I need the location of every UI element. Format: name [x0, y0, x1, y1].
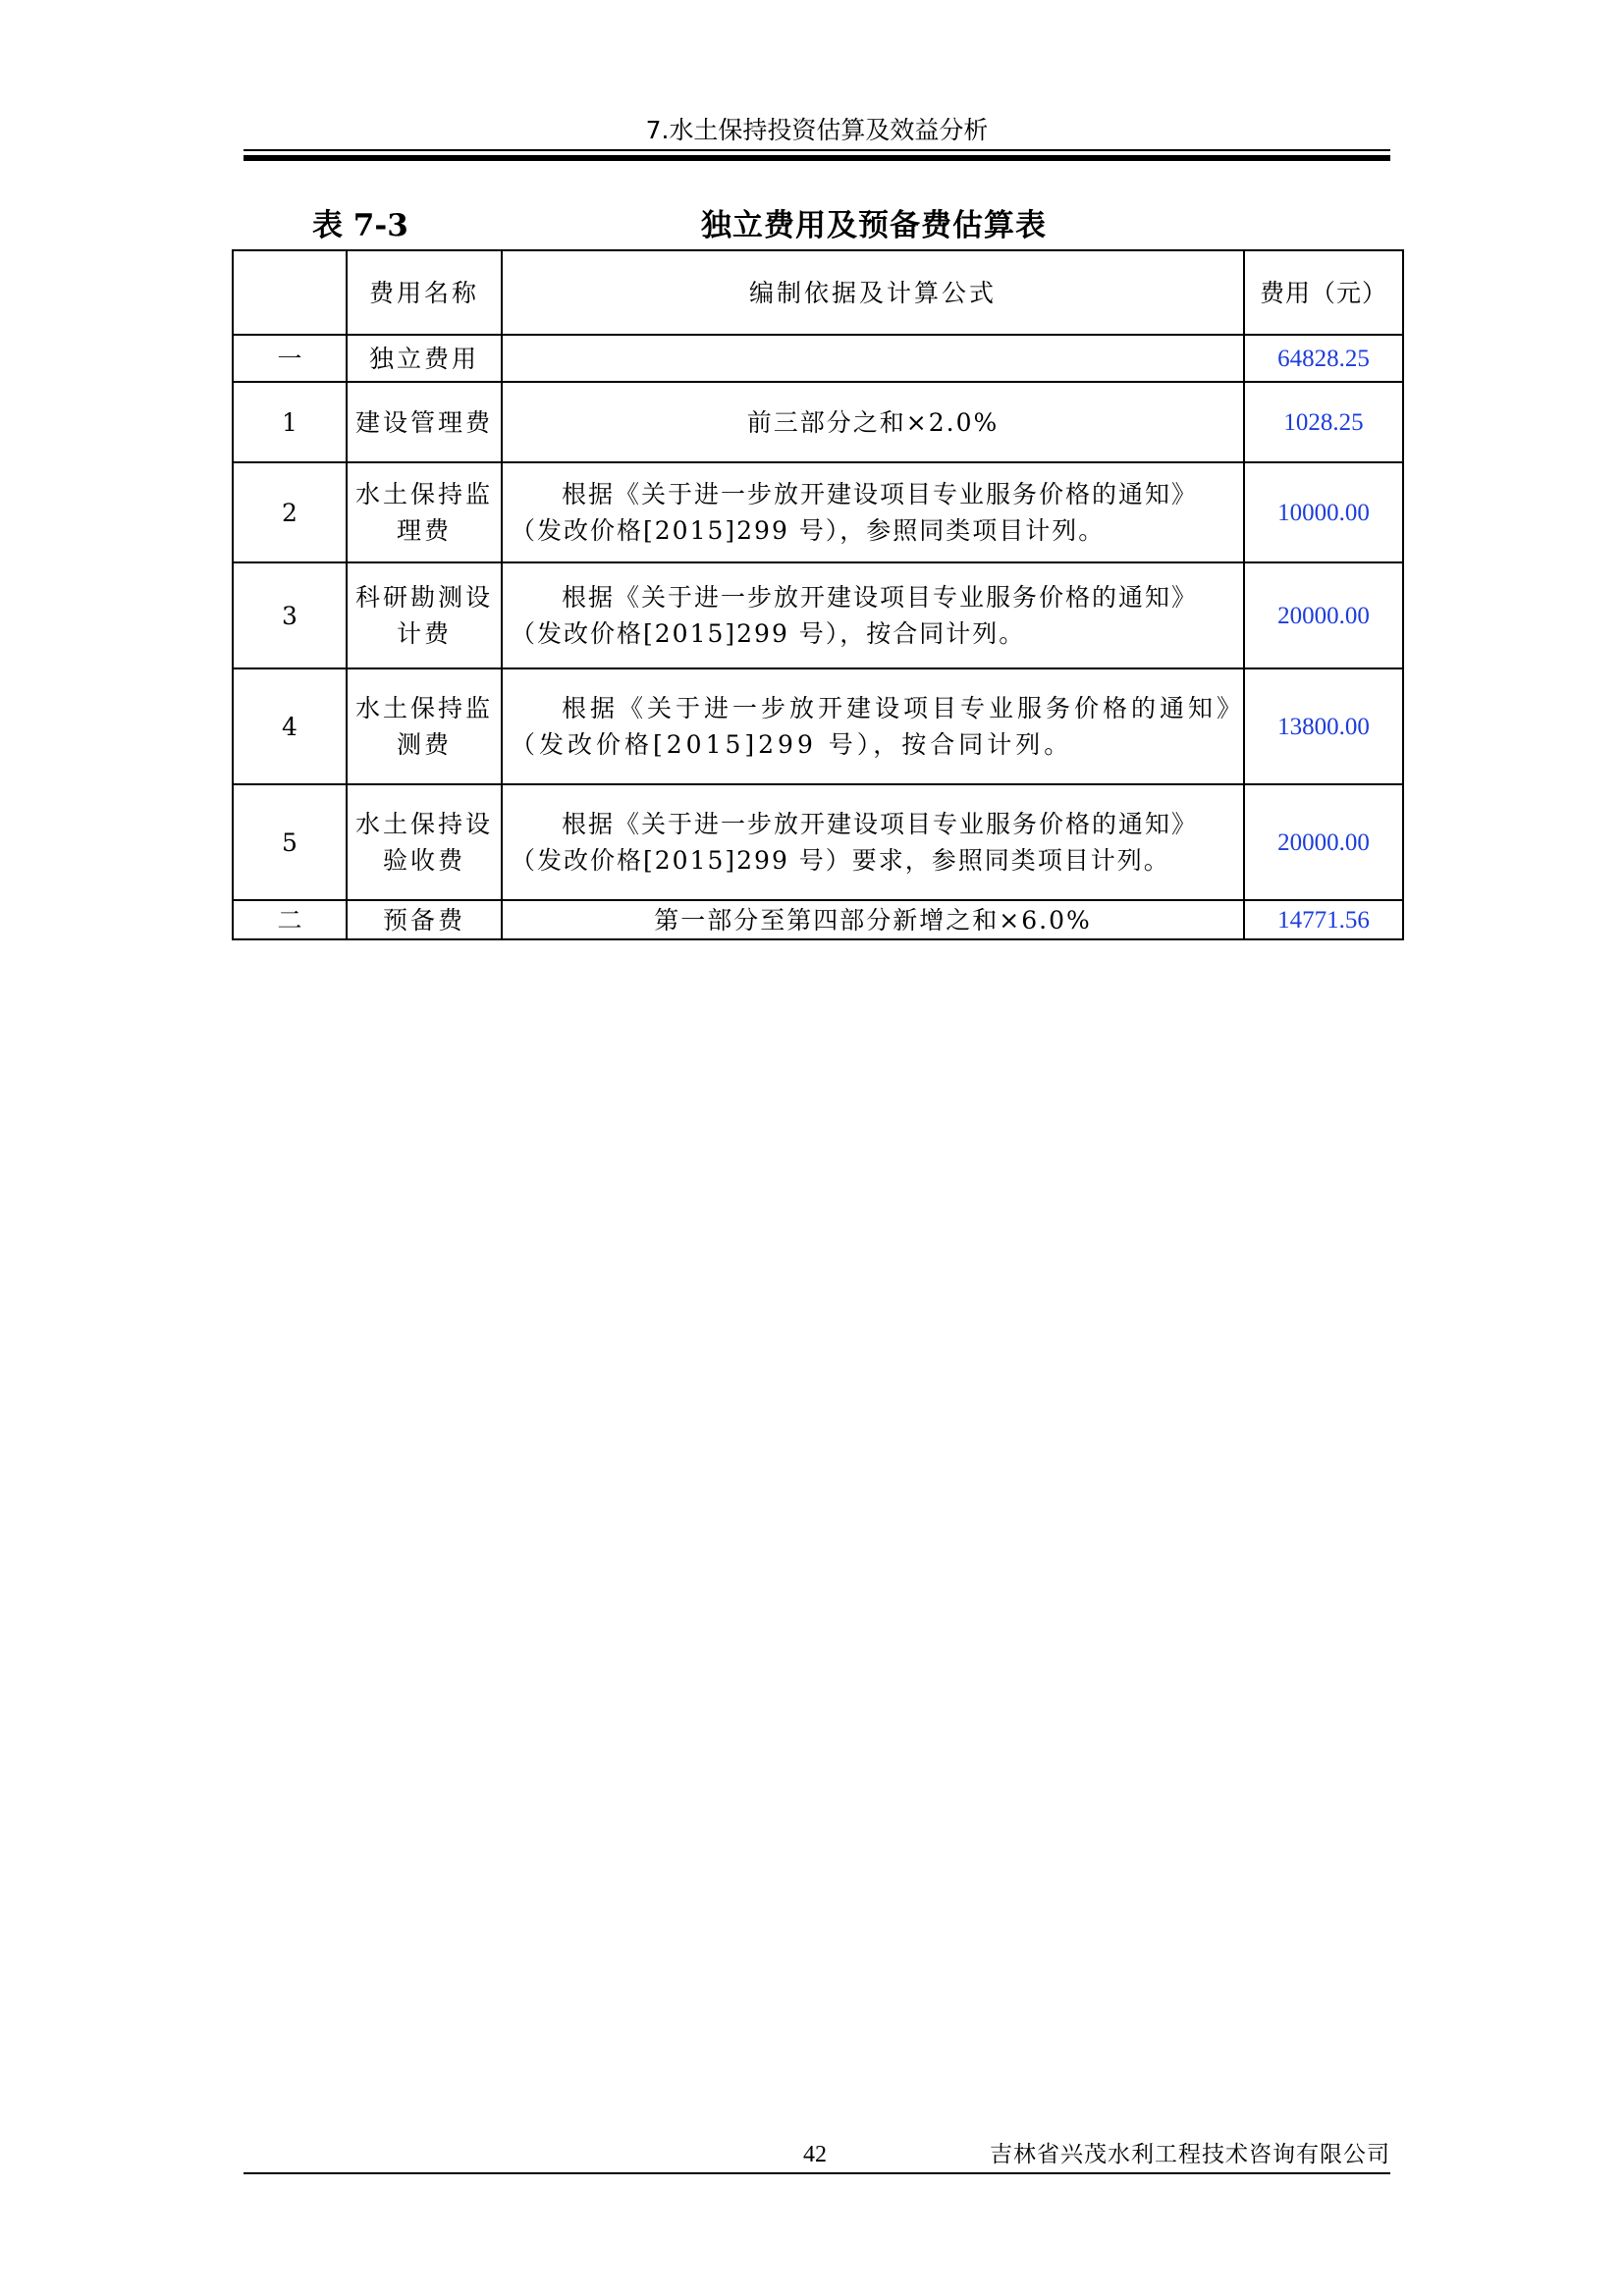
footer-rule	[244, 2172, 1390, 2174]
row-basis: 根据《关于进一步放开建设项目专业服务价格的通知》（发改价格[2015]299 号）要求，参照同类项目计列。	[502, 784, 1244, 900]
row-amount: 20000.00	[1244, 784, 1403, 900]
table-row	[233, 335, 1403, 382]
table-label: 表 7-3	[312, 208, 408, 243]
table-row	[233, 784, 1403, 900]
header-cell-index	[233, 250, 347, 335]
table-row	[233, 668, 1403, 784]
row-name: 独立费用	[347, 335, 502, 382]
header-rule-thick	[244, 155, 1390, 161]
table-header-row	[233, 250, 1403, 335]
company-name: 吉林省兴茂水利工程技术咨询有限公司	[990, 2142, 1390, 2167]
page-number: 42	[803, 2142, 827, 2167]
row-index: 1	[233, 382, 347, 462]
row-amount: 14771.56	[1244, 900, 1403, 939]
row-index: 3	[233, 562, 347, 668]
table-row	[233, 382, 1403, 462]
row-basis: 根据《关于进一步放开建设项目专业服务价格的通知》（发改价格[2015]299 号），按合同计列。	[502, 668, 1244, 784]
row-name: 科研勘测设计费	[347, 562, 502, 668]
row-index: 4	[233, 668, 347, 784]
row-name: 水土保持监测费	[347, 668, 502, 784]
table-row	[233, 562, 1403, 668]
row-name: 水土保持设验收费	[347, 784, 502, 900]
row-index: 二	[233, 900, 347, 939]
header-cell-name: 费用名称	[347, 250, 502, 335]
row-amount: 10000.00	[1244, 462, 1403, 562]
row-amount: 64828.25	[1244, 335, 1403, 382]
table-caption: 独立费用及预备费估算表	[701, 208, 1047, 243]
header-cell-amount: 费用（元）	[1244, 250, 1403, 335]
row-amount: 20000.00	[1244, 562, 1403, 668]
row-basis	[502, 335, 1244, 382]
row-name: 建设管理费	[347, 382, 502, 462]
row-amount: 13800.00	[1244, 668, 1403, 784]
row-name: 水土保持监理费	[347, 462, 502, 562]
row-name: 预备费	[347, 900, 502, 939]
cost-estimate-table	[232, 249, 1404, 940]
row-amount: 1028.25	[1244, 382, 1403, 462]
table-row	[233, 900, 1403, 939]
row-index: 2	[233, 462, 347, 562]
header-cell-basis: 编制依据及计算公式	[502, 250, 1244, 335]
row-basis: 第一部分至第四部分新增之和×6.0%	[502, 900, 1244, 939]
table-row	[233, 462, 1403, 562]
row-index: 一	[233, 335, 347, 382]
row-basis: 根据《关于进一步放开建设项目专业服务价格的通知》（发改价格[2015]299 号），按合同计列。	[502, 562, 1244, 668]
row-index: 5	[233, 784, 347, 900]
row-basis: 前三部分之和×2.0%	[502, 382, 1244, 462]
row-basis: 根据《关于进一步放开建设项目专业服务价格的通知》（发改价格[2015]299 号），参照同类项目计列。	[502, 462, 1244, 562]
running-header-title: 7.水土保持投资估算及效益分析	[645, 116, 989, 144]
header-rule-thin	[244, 149, 1390, 151]
